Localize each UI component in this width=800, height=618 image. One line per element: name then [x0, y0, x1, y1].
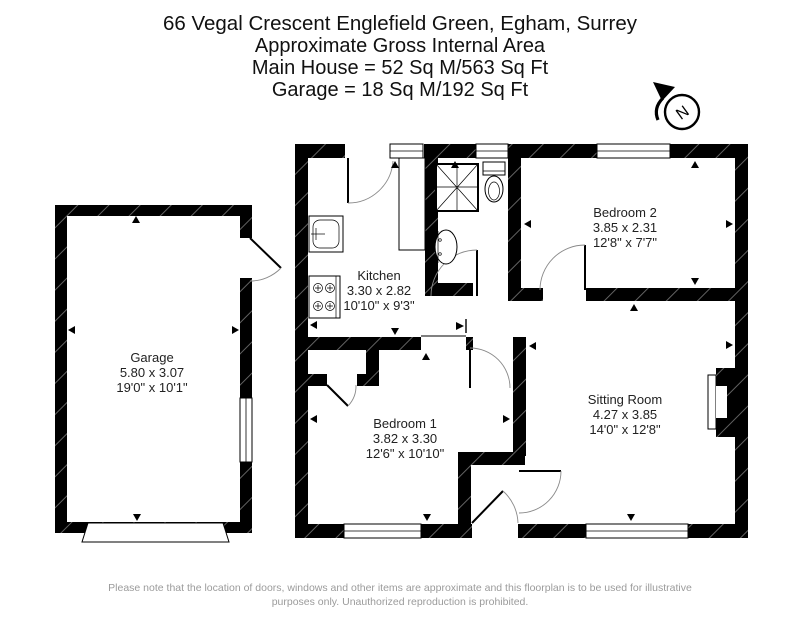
wall-segment: [508, 144, 597, 158]
room-name: Bedroom 1: [373, 416, 437, 431]
north-compass-icon: [653, 82, 699, 129]
garage-plan: [55, 205, 281, 542]
wall-segment: [240, 462, 252, 522]
measure-arrow-down: [627, 514, 635, 521]
front-door: [472, 491, 518, 523]
header-garage-area: Garage = 18 Sq M/192 Sq Ft: [271, 79, 529, 101]
wall-segment: [513, 337, 526, 456]
wall-segment: [308, 374, 327, 386]
wall-segment: [240, 205, 252, 238]
garage-window: [240, 398, 252, 462]
wall-segment: [508, 158, 521, 301]
wall-segment: [508, 288, 543, 301]
bedroom2-label: [593, 205, 658, 250]
kitchen-stove: [309, 276, 340, 318]
measure-arrow-right: [456, 322, 464, 330]
measure-arrow-down: [423, 514, 431, 521]
disclaimer-line-2: purposes only. Unauthorized reproduction is prohibited.: [271, 596, 529, 608]
room-size-imperial: 10'10" x 9'3": [343, 298, 415, 313]
measure-arrow-up: [132, 216, 140, 223]
kitchen-window: [390, 144, 423, 158]
wall-segment: [458, 452, 471, 524]
sitting-room-window: [586, 524, 688, 538]
measure-arrow-up: [422, 353, 430, 360]
room-size-imperial: 12'8" x 7'7": [592, 235, 658, 250]
room-size-metric: 3.85 x 2.31: [592, 220, 658, 235]
page-title: 66 Vegal Crescent Englefield Green, Egham, Surrey: [162, 12, 638, 35]
measure-arrow-up: [691, 161, 699, 168]
room-size-metric: 5.80 x 3.07: [119, 365, 185, 380]
measure-arrow-left: [529, 342, 536, 350]
sitting-room-door: [519, 471, 561, 513]
toilet: [483, 162, 505, 202]
bathroom-window: [476, 144, 508, 158]
room-name: Kitchen: [357, 268, 401, 283]
room-name: Sitting Room: [587, 392, 663, 407]
bedroom1-window: [344, 524, 421, 538]
wall-segment: [240, 278, 252, 398]
wall-segment: [357, 374, 379, 386]
measure-arrow-left: [310, 415, 317, 423]
bedroom2-window: [597, 144, 670, 158]
wall-segment: [421, 524, 472, 538]
bedroom1-label: [366, 416, 445, 461]
measure-arrow-right: [726, 220, 733, 228]
garage-label: [116, 350, 188, 395]
measure-arrow-down: [691, 278, 699, 285]
measure-arrow-left: [524, 220, 531, 228]
measure-arrow-right: [726, 341, 733, 349]
wall-segment: [586, 288, 735, 301]
fireplace: [708, 368, 735, 437]
kitchen-counter: [399, 158, 425, 250]
header-main-house-area: Main House = 52 Sq M/563 Sq Ft: [251, 57, 549, 79]
measure-arrow-left: [310, 321, 317, 329]
measure-arrow-down: [133, 514, 141, 521]
wall-segment: [55, 205, 252, 216]
room-name: Bedroom 2: [593, 205, 657, 220]
shower-tray: [436, 164, 478, 211]
room-size-imperial: 14'0" x 12'8": [589, 422, 661, 437]
main-house-plan: [295, 144, 748, 538]
room-size-imperial: 19'0" x 10'1": [116, 380, 188, 395]
disclaimer-line-1: Please note that the location of doors, windows and other items are approximate and this floorplan is to be used for illustrative: [108, 582, 692, 594]
room-size-metric: 3.30 x 2.82: [346, 283, 412, 298]
compass-tail: [656, 98, 663, 120]
sitting-room-label: [588, 392, 662, 437]
room-size-imperial: 12'6" x 10'10": [365, 446, 445, 461]
garage-vehicle-door: [82, 523, 229, 542]
room-size-metric: 4.27 x 3.85: [592, 407, 658, 422]
measure-arrow-up: [630, 304, 638, 311]
kitchen-label: [343, 268, 415, 313]
bedroom2-door: [540, 245, 585, 290]
kitchen-sink: [309, 216, 343, 252]
wall-segment: [295, 337, 421, 350]
disclaimer: [108, 582, 692, 608]
wall-segment: [55, 205, 67, 533]
side-entrance-door: [348, 158, 393, 203]
header: [163, 12, 638, 101]
compass-north-label: N: [673, 102, 693, 124]
garage-side-door: [250, 238, 281, 281]
wall-segment: [518, 524, 586, 538]
bedroom1-door: [327, 385, 356, 406]
measure-arrow-down: [391, 328, 399, 335]
wall-segment: [735, 144, 748, 538]
header-subtitle: Approximate Gross Internal Area: [254, 35, 546, 57]
measure-arrow-left: [68, 326, 75, 334]
room-name: Garage: [130, 350, 174, 365]
wall-segment: [424, 144, 476, 158]
hallway-door: [470, 348, 510, 388]
measure-arrow-right: [232, 326, 239, 334]
room-size-metric: 3.82 x 3.30: [372, 431, 438, 446]
measure-arrow-right: [503, 415, 510, 423]
wash-basin: [435, 230, 457, 264]
